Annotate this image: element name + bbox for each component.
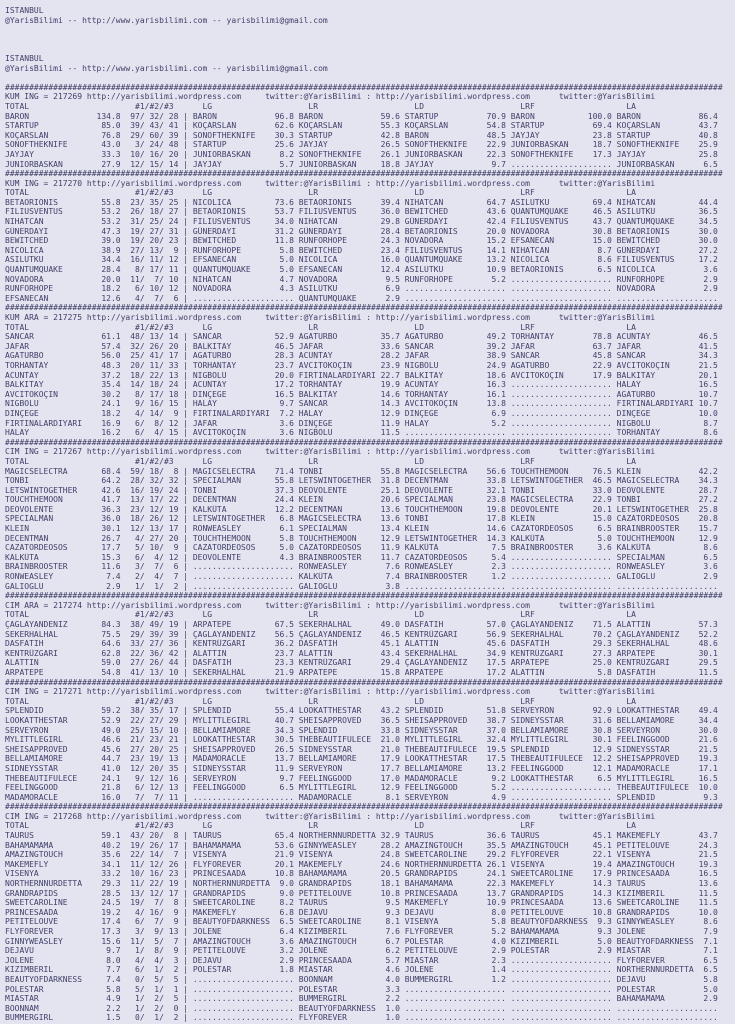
location-title: ISTANBUL [5,53,44,63]
section-title: KUM ING = 217269 http://yarisbilimi.wordpress.com twitter:@YarisBilimi : http://yarisbilimi.wordpress.com twitter:@YarisBilimi [5,92,656,102]
column-header-row: TOTAL #1/#2/#3 LG LR LD LRF LA [5,610,636,620]
table-row: BALKITAY 35.4 14/ 18/ 24 | ACUNTAY 17.2 TORHANTAY 19.9 ACUNTAY 16.3 ..................... HALAY 16.5 [5,380,723,390]
table-row: SERVEYRON 49.0 25/ 15/ 10 | BELLAMIAMORE 34.3 SPLENDID 33.8 SIDNEYSSTAR 37.0 BELLAMIAMORE 30.8 SERVEYRON 30.0 [5,725,723,735]
table-row: SONOFTHEKNIFE 43.0 3/ 24/ 48 | STARTUP 25.6 JAYJAY 26.5 SONOFTHEKNIFE 22.9 JUNIORBASKAN 18.7 SONOFTHEKNIFE 25.9 [5,140,723,150]
column-header-row: TOTAL #1/#2/#3 LG LR LD LRF LA [5,188,636,198]
location-title: ISTANBUL [5,6,44,15]
table-row: LOOKATTHESTAR 52.9 22/ 27/ 29 | MYLITTLEGIRL 40.7 SHEISAPPROVED 36.5 SHEISAPPROVED 38.7 SIDNEYSSTAR 31.6 BELLAMIAMORE 34.4 [5,715,723,725]
table-row: KALKÜTA 15.3 6/ 4/ 12 | DEOVOLENTE 4.3 BRAINBROOSTER 11.7 CAZATORDEOSOS 5.4 ..................... SPECIALMAN 6.5 [5,552,723,562]
stats-section [5,591,735,677]
column-header-row: TOTAL #1/#2/#3 LG LR LD LRF LA [5,456,636,466]
table-row: RUNFORHOPE 18.2 6/ 10/ 12 | NOVADORA 4.3 ASILUTKU 6.9 ..................... ..................... NOVADORA 2.9 [5,284,723,294]
table-row: TONBI 64.2 28/ 32/ 32 | SPECIALMAN 55.8 LETSWINTOGETHER 31.8 DECENTMAN 33.8 LETSWINTOGETHER 46.5 MAGICSELECTRA 34.3 [5,476,723,486]
table-row: FLYFOREVER 17.3 3/ 9/ 13 | JOLENE 6.4 KIZIMBERIL 7.6 FLYFOREVER 5.2 BAHAMAMAMA 9.3 JOLENE 7.9 [5,927,723,936]
table-row: BOONNAM 2.2 1/ 2/ 0 | ..................... BEAUTYOFDARKNESS 1.0 ..................... ..................... ..................... [5,1003,723,1013]
section-title: CIM ING = 217268 http://yarisbilimi.wordpress.com twitter:@YarisBilimi : http://yarisbilimi.wordpress.com twitter:@YarisBilimi [5,811,656,821]
table-row: TORHANTAY 48.3 20/ 11/ 33 | TORHANTAY 23.7 AVCITOKOÇIN 23.9 NIGBOLU 24.9 AGATURBO 22.9 AVCITOKOÇIN 21.5 [5,360,723,370]
section-divider: ##################################################################################################################################################### [5,591,723,601]
table-row: MAGICSELECTRA 68.4 59/ 18/ 8 | MAGICSELECTRA 71.4 TONBI 55.8 MAGICSELECTRA 56.6 TOUCHTHEMOON 76.5 KLEIN 42.2 [5,466,723,476]
section-divider: ##################################################################################################################################################### [5,677,723,687]
table-row: DECENTMAN 26.7 4/ 27/ 20 | TOUCHTHEMOON 5.8 TOUCHTHEMOON 12.9 LETSWINTOGETHER 14.3 KALKÜTA 5.0 TOUCHTHEMOON 12.9 [5,533,723,543]
table-row: HALAY 16.2 6/ 4/ 15 | AVCITOKOÇIN 3.6 NIGBOLU 11.5 ..................... ..................... TORHANTAY 8.6 [5,428,723,438]
section-divider: ##################################################################################################################################################### [5,802,723,812]
section-title: KUM ARA = 217275 http://yarisbilimi.wordpress.com twitter:@YarisBilimi : http://yarisbilimi.wordpress.com twitter:@YarisBilimi [5,313,656,322]
table-row: POLESTAR 5.8 5/ 1/ 1 | ..................... POLESTAR 3.3 ..................... ..................... POLESTAR 5.0 [5,984,723,994]
section-title: CIM ARA = 217274 http://yarisbilimi.wordpress.com twitter:@YarisBilimi : http://yarisbilimi.wordpress.com twitter:@YarisBilimi [5,600,656,610]
table-row: AGATURBO 56.0 25/ 41/ 17 | AGATURBO 28.3 ACUNTAY 28.2 JAFAR 38.9 SANCAR 45.8 SANCAR 34.3 [5,351,723,361]
table-row: BETAORIONIS 55.8 23/ 35/ 25 | NICOLICA 73.6 BETAORIONIS 39.4 NIHATCAN 64.7 ASILUTKU 69.4 NIHATCAN 44.4 [5,197,723,207]
table-row: CAZATORDEOSOS 17.7 5/ 10/ 9 | CAZATORDEOSOS 5.0 CAZATORDEOSOS 11.9 KALKÜTA 7.5 BRAINBROOSTER 3.6 KALKÜTA 8.6 [5,543,723,553]
table-row: PETITELOUVE 17.4 6/ 7/ 9 | BEAUTYOFDARKNESS 6.5 SWEETCAROLINE 8.1 VISENYA 5.8 BEAUTYOFDARKNESS 9.3 GINNYWEASLEY 8.6 [5,917,723,927]
table-row: MYLITTLEGIRL 46.6 21/ 23/ 21 | LOOKATTHESTAR 30.5 THEBEAUTIFULECE 21.0 MYLITTLEGIRL 32.4 MYLITTLEGIRL 30.1 FEELINGGOOD 21.6 [5,735,723,745]
letterhead-block-2 [5,54,735,83]
contact-line: @YarisBilimi -- http://www.yarisbilimi.com -- yarisbilimi@gmail.com [5,63,328,73]
section-divider: ##################################################################################################################################################### [5,82,723,92]
table-row: TAURUS 59.1 43/ 20/ 8 | TAURUS 65.4 NORTHERNNURDETTA 32.9 TAURUS 36.6 TAURUS 45.1 MAKEMEFLY 43.7 [5,831,723,841]
table-row: KENTRÜZGARI 62.8 22/ 36/ 42 | ALATTIN 23.7 ALATTIN 43.4 SEKERHALHAL 34.9 KENTRÜZGARI 27.3 ARPATEPE 30.1 [5,648,723,658]
table-row: GALIOGLU 2.9 1/ 1/ 2 | ..................... GALIOGLU 3.8 ..................... ..................... ..................... [5,581,723,591]
table-row: LETSWINTOGETHER 42.6 16/ 19/ 24 | TONBI 37.3 DEOVOLENTE 25.1 DEOVOLENTE 32.1 TONBI 33.0 DEOVOLENTE 28.7 [5,485,723,495]
blank-line [5,25,735,35]
stats-section [5,303,735,437]
table-row: ASILUTKU 34.4 16/ 11/ 12 | EFSANECAN 5.0 NICOLICA 16.0 QUANTUMQUAKE 13.2 NICOLICA 8.6 FILIUSVENTUS 17.2 [5,255,723,265]
table-row: BEAUTYOFDARKNESS 7.4 0/ 5/ 5 | ..................... BOONNAM 4.0 BUMMERGIRL 1.2 ..................... DEJAVU 5.8 [5,974,723,984]
table-row: KIZIMBERIL 7.7 6/ 1/ 2 | POLESTAR 1.8 MIASTAR 4.6 JOLENE 1.4 ..................... NORTHERNNURDETTA 6.5 [5,965,723,975]
section-title: KUM ING = 217270 http://yarisbilimi.wordpress.com twitter:@YarisBilimi : http://yarisbilimi.wordpress.com twitter:@YarisBilimi [5,178,656,188]
stats-sections [5,83,735,1023]
table-row: AVCITOKOÇIN 30.2 8/ 17/ 18 | DINÇEGE 16.5 BALKITAY 14.6 TORHANTAY 16.1 ..................... AGATURBO 10.7 [5,389,723,399]
section-divider: ##################################################################################################################################################### [5,303,723,313]
table-row: MADAMORACLE 16.0 7/ 7/ 11 | ..................... MADAMORACLE 8.1 SERVEYRON 4.9 ..................... SPLENDID 9.3 [5,792,723,802]
table-row: DEJAVU 9.7 1/ 8/ 9 | PETITELOUVE 3.2 JOLENE 6.2 PETITELOUVE 2.9 POLESTAR 2.9 MIASTAR 7.1 [5,946,723,956]
table-row: SEKERHALHAL 75.5 29/ 39/ 39 | ÇAGLAYANDENIZ 56.5 ÇAGLAYANDENIZ 46.5 KENTRÜZGARI 56.9 SEKERHALHAL 70.2 ÇAGLAYANDENIZ 52.2 [5,629,723,639]
table-row: JAFAR 57.4 32/ 26/ 20 | BALKITAY 46.5 JAFAR 33.6 SANCAR 39.2 JAFAR 63.7 JAFAR 41.5 [5,341,723,351]
stats-section [5,169,735,303]
table-row: BAHAMAMAMA 40.2 19/ 26/ 17 | BAHAMAMAMA 53.6 GINNYWEASLEY 28.2 AMAZINGTOUCH 35.5 AMAZINGTOUCH 45.1 PETITELOUVE 24.3 [5,840,723,850]
blank-line [5,73,735,83]
table-row: FEELINGGOOD 21.8 6/ 12/ 13 | FEELINGGOOD 6.5 MYLITTLEGIRL 12.9 FEELINGGOOD 5.2 ..................... THEBEAUTIFULECE 10.0 [5,783,723,793]
table-row: EFSANECAN 12.6 4/ 7/ 6 | ..................... QUANTUMQUAKE 2.9 ..................... ..................... ..................... [5,293,723,303]
table-row: DINÇEGE 18.2 4/ 14/ 9 | FIRTINALARDIYARI 7.2 HALAY 12.9 DINÇEGE 6.9 ..................... DINÇEGE 10.0 [5,408,723,418]
table-row: SIDNEYSSTAR 41.0 12/ 20/ 35 | SIDNEYSSTAR 11.9 SERVEYRON 17.7 BELLAMIAMORE 13.2 FEELINGGOOD 12.1 MADAMORACLE 17.1 [5,763,723,773]
table-row: DEOVOLENTE 36.3 23/ 12/ 19 | KALKÜTA 12.2 DECENTMAN 13.6 TOUCHTHEMOON 19.8 DEOVOLENTE 20.1 LETSWINTOGETHER 25.8 [5,504,723,514]
table-row: NIHATCAN 53.2 31/ 25/ 24 | FILIUSVENTUS 34.0 NIHATCAN 29.8 GÜNERDAYI 42.4 FILIUSVENTUS 43.7 QUANTUMQUAKE 34.5 [5,217,723,227]
stats-section [5,802,735,1023]
table-row: BELLAMIAMORE 44.7 23/ 19/ 13 | MADAMORACLE 13.7 BELLAMIAMORE 17.9 LOOKATTHESTAR 17.5 THEBEAUTIFULECE 12.2 SHEISAPPROVED 19.3 [5,754,723,764]
stats-section [5,438,735,592]
table-row: NICOLICA 38.9 27/ 13/ 9 | RUNFORHOPE 5.8 BEWITCHED 23.4 FILIUSVENTUS 14.1 NIHATCAN 8.7 GÜNERDAYI 27.2 [5,245,723,255]
table-row: THEBEAUTIFULECE 24.1 9/ 12/ 16 | SERVEYRON 9.7 FEELINGGOOD 17.0 MADAMORACLE 9.2 LOOKATTHESTAR 6.5 MYLITTLEGIRL 16.5 [5,773,723,783]
table-row: BEWITCHED 39.0 19/ 20/ 23 | BEWITCHED 11.8 RUNFORHOPE 24.3 NOVADORA 15.2 EFSANECAN 15.0 BEWITCHED 30.0 [5,236,723,246]
table-row: ACUNTAY 37.2 18/ 22/ 13 | NIGBOLU 20.0 FIRTINALARDIYARI 22.7 BALKITAY 18.6 AVCITOKOÇIN 17.9 BALKITAY 20.1 [5,370,723,380]
blank-line [5,44,735,54]
table-row: ALATTIN 59.0 27/ 26/ 44 | DASFATIH 23.3 KENTRÜZGARI 29.4 ÇAGLAYANDENIZ 17.5 ARPATEPE 25.0 KENTRÜZGARI 29.5 [5,658,723,668]
table-row: QUANTUMQUAKE 28.4 8/ 17/ 11 | QUANTUMQUAKE 5.0 EFSANECAN 12.4 ASILUTKU 10.9 BETAORIONIS 6.5 NICOLICA 3.6 [5,265,723,275]
table-row: FILIUSVENTUS 53.2 26/ 18/ 27 | BETAORIONIS 53.7 FILIUSVENTUS 36.0 BEWITCHED 43.6 QUANTUMQUAKE 46.5 ASILUTKU 36.5 [5,207,723,217]
table-row: MIASTAR 4.9 1/ 2/ 5 | ..................... BUMMERGIRL 2.2 ..................... ..................... BAHAMAMAMA 2.9 [5,994,723,1004]
blank-line [5,35,735,45]
table-row: NORTHERNNURDETTA 29.3 11/ 22/ 19 | NORTHERNNURDETTA 9.0 GRANDRAPIDS 18.1 BAHAMAMAMA 22.3 MAKEMEFLY 14.3 TAURUS 13.6 [5,879,723,889]
table-row: STARTUP 85.0 39/ 43/ 41 | KOÇARSLAN 62.6 KOÇARSLAN 55.3 KOÇARSLAN 54.8 STARTUP 69.4 KOÇARSLAN 43.7 [5,121,723,131]
table-row: NOVADORA 20.0 11/ 7/ 10 | NIHATCAN 4.7 NOVADORA 9.5 RUNFORHOPE 5.2 ..................... RUNFORHOPE 2.9 [5,274,723,284]
contact-line: @YarisBilimi -- http://www.yarisbilimi.com -- yarisbilimi@gmail.com [5,15,328,25]
table-row: SHEISAPPROVED 45.6 27/ 20/ 25 | SHEISAPPROVED 26.5 SIDNEYSSTAR 21.0 THEBEAUTIFULECE 19.5 SPLENDID 12.9 SIDNEYSSTAR 21.5 [5,744,723,754]
column-header-row: TOTAL #1/#2/#3 LG LR LD LRF LA [5,101,636,111]
table-row: DASFATIH 64.6 33/ 27/ 36 | KENTRÜZGARI 36.2 DASFATIH 45.1 ALATTIN 45.6 DASFATIH 29.3 SEKERHALHAL 48.6 [5,639,723,649]
table-row: GÜNERDAYI 47.3 19/ 27/ 31 | GÜNERDAYI 31.2 GÜNERDAYI 28.4 BETAORIONIS 20.0 NOVADORA 30.8 BETAORIONIS 30.0 [5,226,723,236]
table-row: KLEIN 30.1 12/ 13/ 17 | RONWEASLEY 6.1 SPECIALMAN 13.4 KLEIN 14.6 CAZATORDEOSOS 6.5 BRAINBROOSTER 15.7 [5,524,723,534]
table-row: VISENYA 33.2 10/ 16/ 23 | PRINCESAADA 10.8 BAHAMAMAMA 20.5 GRANDRAPIDS 24.1 SWEETCAROLINE 17.9 PRINCESAADA 16.5 [5,869,723,879]
section-divider: ##################################################################################################################################################### [5,437,723,447]
table-row: PRINCESAADA 19.2 4/ 16/ 9 | MAKEMEFLY 6.8 DEJAVU 9.3 DEJAVU 8.0 PETITELOUVE 10.8 GRANDRAPIDS 10.0 [5,907,723,917]
table-row: JUNIORBASKAN 27.9 12/ 15/ 14 | JAYJAY 5.7 JUNIORBASKAN 18.8 JAYJAY 9.7 ..................... JUNIORBASKAN 6.5 [5,159,723,169]
table-row: BARON 134.8 97/ 32/ 28 | BARON 96.8 BARON 59.6 STARTUP 70.9 BARON 100.0 BARON 86.4 [5,111,723,121]
table-row: ÇAGLAYANDENIZ 84.3 38/ 49/ 19 | ARPATEPE 67.5 SEKERHALHAL 49.0 DASFATIH 57.0 ÇAGLAYANDENIZ 71.5 ALATTIN 57.3 [5,620,723,629]
table-row: MAKEMEFLY 34.1 11/ 12/ 26 | FLYFOREVER 20.1 MAKEMEFLY 24.6 NORTHERNNURDETTA 26.1 VISENYA 19.4 AMAZINGTOUCH 19.3 [5,859,723,869]
table-row: GINNYWEASLEY 15.6 11/ 5/ 7 | AMAZINGTOUCH 3.6 AMAZINGTOUCH 6.7 POLESTAR 4.0 KIZIMBERIL 5.0 BEAUTYOFDARKNESS 7.1 [5,936,723,946]
table-row: SWEETCAROLINE 24.5 19/ 7/ 8 | SWEETCAROLINE 8.2 TAURUS 9.5 MAKEMEFLY 10.9 PRINCESAADA 13.6 SWEETCAROLINE 11.5 [5,898,723,908]
table-row: TOUCHTHEMOON 41.7 13/ 17/ 22 | DECENTMAN 24.4 KLEIN 20.6 SPECIALMAN 23.8 MAGICSELECTRA 22.9 TONBI 27.2 [5,495,723,505]
table-row: BUMMERGIRL 1.5 0/ 1/ 2 | ..................... FLYFOREVER 1.0 ..................... ..................... ..................... [5,1013,723,1023]
letterhead-block-1 [5,6,735,54]
table-row: RONWEASLEY 7.4 2/ 4/ 7 | ..................... KALKÜTA 7.4 BRAINBROOSTER 1.2 ..................... GALIOGLU 2.9 [5,572,723,582]
section-title: CIM ING = 217271 http://yarisbilimi.wordpress.com twitter:@YarisBilimi : http://yarisbilimi.wordpress.com twitter:@YarisBilimi [5,687,656,697]
table-row: FIRTINALARDIYARI 16.9 6/ 8/ 12 | JAFAR 3.6 DINÇEGE 11.9 HALAY 5.2 ..................... NIGBOLU 8.7 [5,418,723,428]
table-row: KOÇARSLAN 76.8 29/ 60/ 39 | SONOFTHEKNIFE 30.3 STARTUP 42.8 BARON 48.5 JAYJAY 23.8 STARTUP 40.8 [5,130,723,140]
table-row: JAYJAY 33.3 10/ 16/ 20 | JUNIORBASKAN 8.2 SONOFTHEKNIFE 26.1 JUNIORBASKAN 22.3 SONOFTHEKNIFE 17.3 JAYJAY 25.8 [5,149,723,159]
table-row: AMAZINGTOUCH 35.6 22/ 14/ 7 | VISENYA 21.9 VISENYA 24.8 SWEETCAROLINE 29.2 FLYFOREVER 22.1 VISENYA 21.5 [5,850,723,860]
stats-section [5,678,735,803]
section-title: CIM ING = 217267 http://yarisbilimi.wordpress.com twitter:@YarisBilimi : http://yarisbilimi.wordpress.com twitter:@YarisBilimi [5,447,656,457]
column-header-row: TOTAL #1/#2/#3 LG LR LD LRF LA [5,821,636,831]
table-row: SPLENDID 59.2 38/ 35/ 17 | SPLENDID 55.4 LOOKATTHESTAR 43.2 SPLENDID 51.8 SERVEYRON 92.9 LOOKATTHESTAR 49.4 [5,706,723,716]
section-divider: ##################################################################################################################################################### [5,169,723,179]
column-header-row: TOTAL #1/#2/#3 LG LR LD LRF LA [5,696,636,706]
column-header-row: TOTAL #1/#2/#3 LG LR LD LRF LA [5,322,636,332]
stats-section [5,83,735,169]
table-row: BRAINBROOSTER 11.6 3/ 7/ 6 | ..................... RONWEASLEY 7.6 RONWEASLEY 2.3 ..................... RONWEASLEY 3.6 [5,562,723,572]
table-row: SPECIALMAN 36.0 18/ 26/ 12 | LETSWINTOGETHER 6.8 MAGICSELECTRA 13.6 TONBI 17.8 KLEIN 15.0 CAZATORDEOSOS 20.8 [5,514,723,524]
table-row: NIGBOLU 24.1 9/ 16/ 15 | HALAY 9.7 SANCAR 14.3 AVCITOKOÇIN 13.8 ..................... FIRTINALARDIYARI 10.7 [5,399,723,409]
table-row: ARPATEPE 54.8 41/ 13/ 10 | SEKERHALHAL 21.9 ARPATEPE 15.8 ARPATEPE 17.2 ALATTIN 5.8 DASFATIH 11.5 [5,667,723,677]
table-row: GRANDRAPIDS 28.5 13/ 12/ 17 | GRANDRAPIDS 9.0 PETITELOUVE 10.8 PRINCESAADA 13.7 GRANDRAPIDS 14.3 KIZIMBERIL 11.5 [5,888,723,898]
table-row: JOLENE 8.0 4/ 4/ 3 | DEJAVU 2.9 PRINCESAADA 5.7 MIASTAR 2.3 ..................... FLYFOREVER 6.5 [5,955,723,965]
table-row: SANCAR 61.1 48/ 13/ 14 | SANCAR 52.9 AGATURBO 35.7 AGATURBO 49.2 TORHANTAY 78.8 ACUNTAY 46.5 [5,332,723,342]
